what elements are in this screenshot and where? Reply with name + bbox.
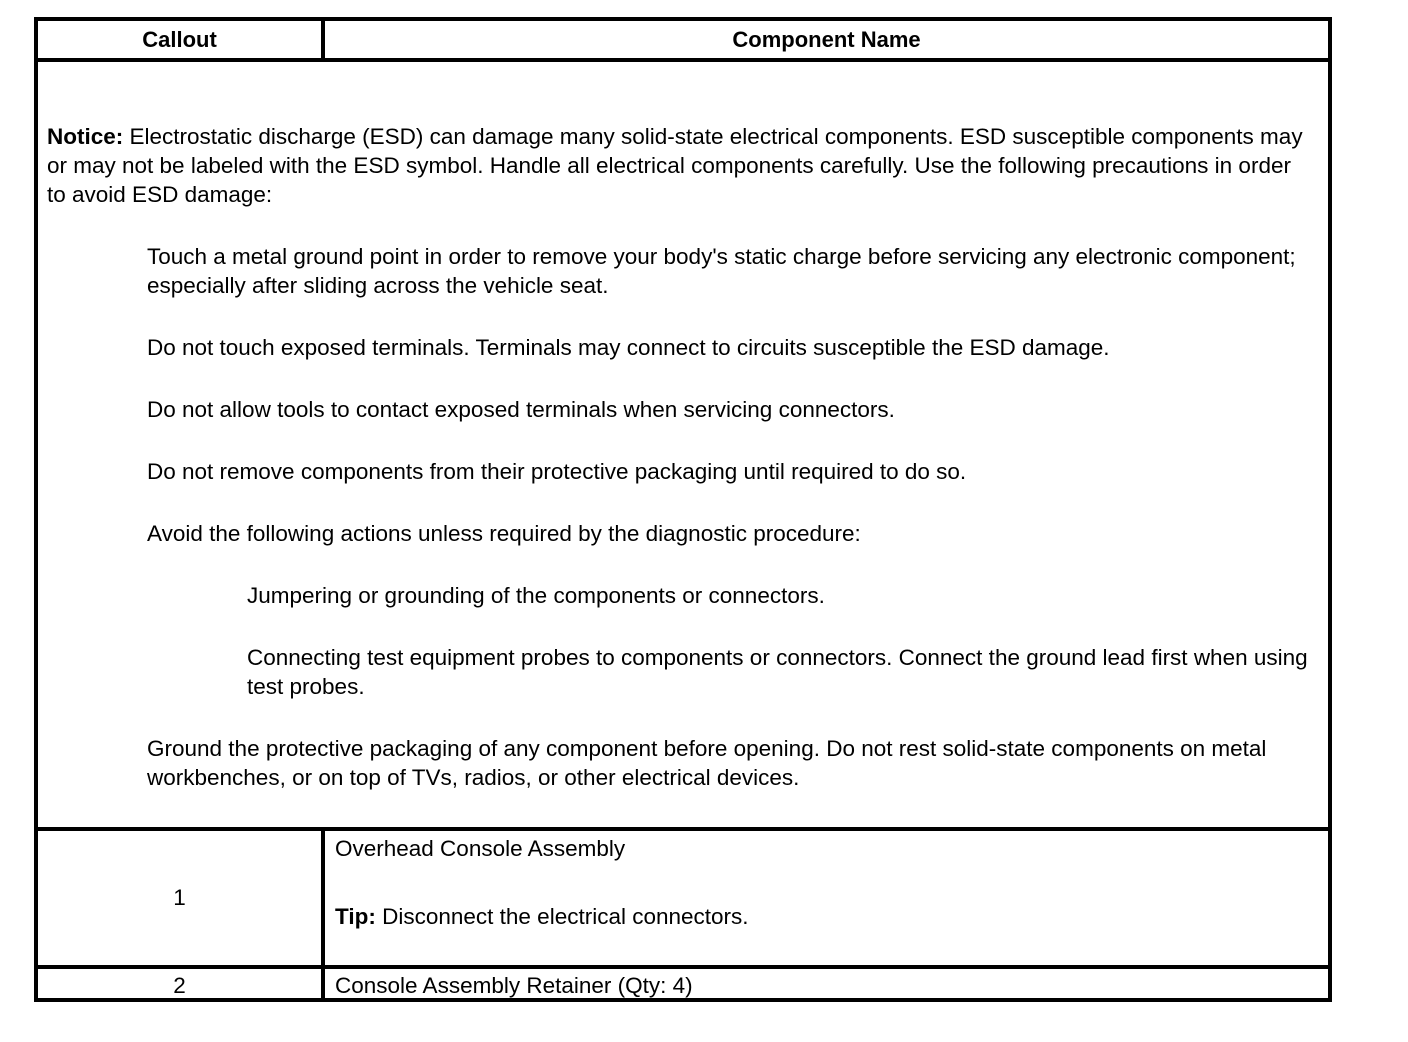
esd-notice-row [38,62,1328,831]
component-table [34,17,1332,1002]
component-name: Overhead Console Assembly [335,836,626,861]
table-header-row [38,21,1328,62]
notice-item: Do not allow tools to contact exposed terminals when servicing connectors. [147,397,895,422]
table-row [38,831,1328,969]
esd-notice [47,122,1308,825]
callout-number: 1 [38,831,325,965]
notice-item: Do not touch exposed terminals. Terminals may connect to circuits susceptible the ESD damage. [147,335,1110,360]
component-name-column-header: Component Name [732,26,921,52]
callout-column-header: Callout [38,21,325,58]
tip-label: Tip: [335,904,376,929]
component-name: Console Assembly Retainer (Qty: 4) [335,973,693,998]
callout-number: 2 [38,969,325,1002]
notice-subitem: Jumpering or grounding of the components or connectors. [247,583,825,608]
notice-intro-text: Electrostatic discharge (ESD) can damage many solid-state electrical components. ESD susceptible components may or may not be labeled with the ESD symbol. Handle all electrical components carefully. Use the following precautions in order to avoid ESD damage: [47,124,1303,207]
notice-item: Do not remove components from their protective packaging until required to do so. [147,459,967,484]
notice-item: Touch a metal ground point in order to remove your body's static charge before servicing any electronic component; especially after sliding across the vehicle seat. [147,244,1296,298]
notice-subitem: Connecting test equipment probes to components or connectors. Connect the ground lead first when using test probes. [247,645,1308,699]
notice-final-item: Ground the protective packaging of any component before opening. Do not rest solid-state components on metal workbenches, or on top of TVs, radios, or other electrical devices. [147,736,1267,790]
notice-intro-paragraph [47,122,1308,209]
notice-item: Avoid the following actions unless required by the diagnostic procedure: [147,521,861,546]
component-tip [335,902,1328,931]
component-name-cell [325,831,1328,965]
notice-label: Notice: [47,124,124,149]
tip-text: Disconnect the electrical connectors. [382,904,749,929]
table-row [38,969,1328,1002]
